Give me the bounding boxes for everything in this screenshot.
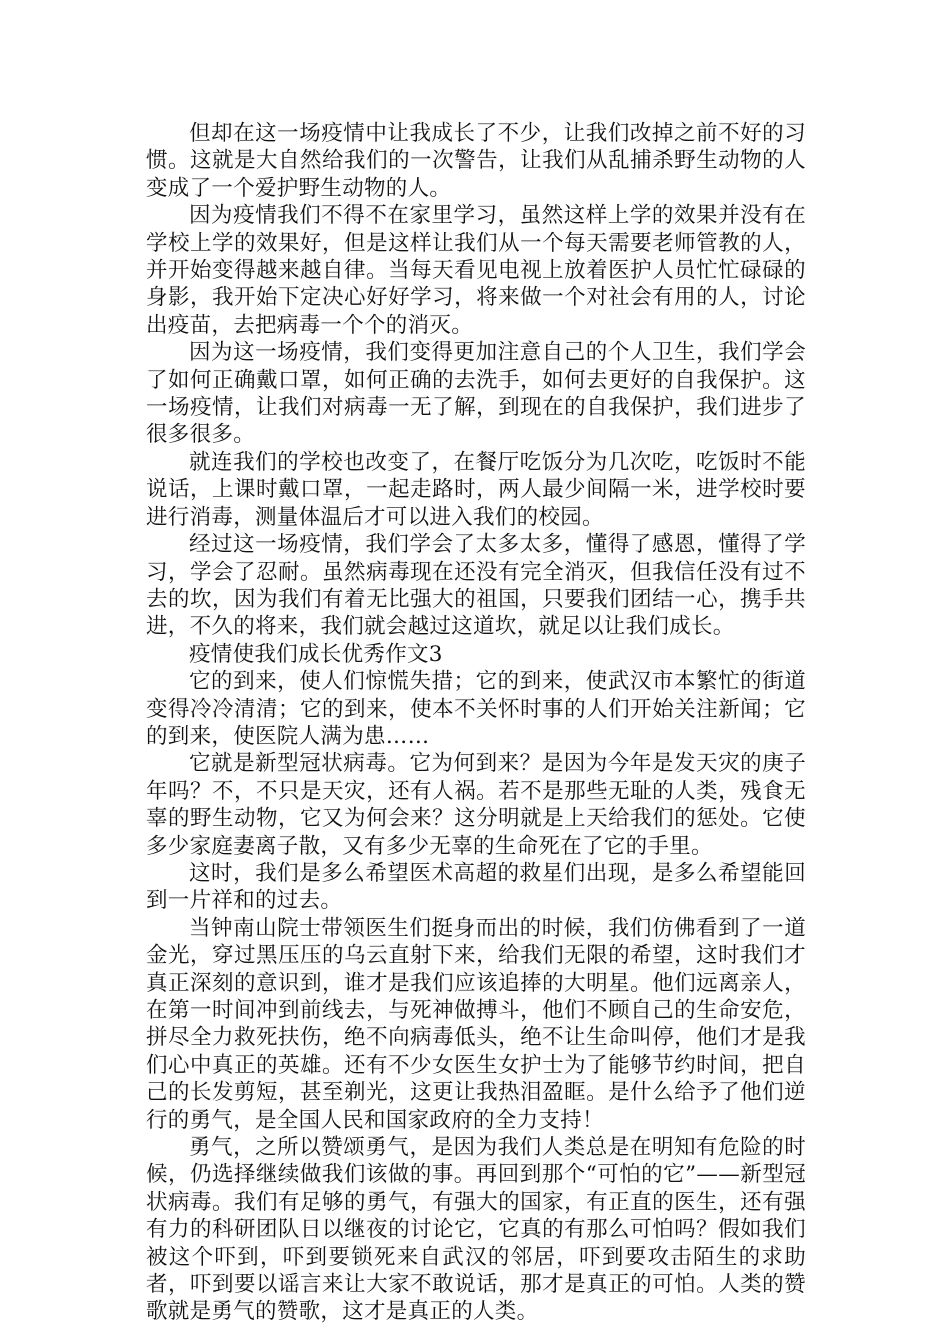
paragraph-home-study: 因为疫情我们不得不在家里学习，虽然这样上学的效果并没有在学校上学的效果好，但是这样让我们从一个每天需要老师管教的人，并开始变得越来越自律。当每天看见电视上放着医护人员忙忙碌碌的身影，我开始下定决心好好学习，将来做一个对社会有用的人，讨论出疫苗，去把病毒一个个的消灭。 bbox=[146, 203, 806, 338]
paragraph-growth: 但却在这一场疫情中让我成长了不少，让我们改掉之前不好的习惯。这就是大自然给我们的一次警告，让我们从乱捕杀野生动物的人变成了一个爱护野生动物的人。 bbox=[146, 121, 806, 201]
paragraph-school-changes: 就连我们的学校也改变了，在餐厅吃饭分为几次吃，吃饭时不能说话，上课时戴口罩，一起走路时，两人最少间隔一米，进学校时要进行消毒，测量体温后才可以进入我们的校园。 bbox=[146, 449, 806, 530]
paragraph-hygiene: 因为这一场疫情，我们变得更加注意自己的个人卫生，我们学会了如何正确戴口罩，如何正确的去洗手，如何去更好的自我保护。这一场疫情，让我们对病毒一无了解，到现在的自我保护，我们进步了很多很多。 bbox=[146, 340, 806, 448]
paragraph-hope: 这时，我们是多么希望医术高超的救星们出现，是多么希望能回到一片祥和的过去。 bbox=[146, 860, 806, 914]
paragraph-arrival: 它的到来，使人们惊慌失措；它的到来，使武汉市本繁忙的街道变得冷冷清清；它的到来，使本不关怀时事的人们开始关注新闻；它的到来，使医院人满为患…… bbox=[146, 669, 806, 749]
document-page bbox=[146, 120, 806, 1326]
paragraph-courage: 勇气，之所以赞颂勇气，是因为我们人类总是在明知有危险的时候，仍选择继续做我们该做的事。再回到那个“可怕的它”——新型冠状病毒。我们有足够的勇气，有强大的国家，有正直的医生，还有强有力的科研团队日以继夜的讨论它，它真的有那么可怕吗？假如我们被这个吓到，吓到要锁死来自武汉的邻居，吓到要攻击陌生的求助者，吓到要以谣言来让大家不敢说话，那才是真正的可怕。人类的赞歌就是勇气的赞歌，这才是真正的人类。 bbox=[146, 1135, 806, 1325]
paragraph-heroes: 当钟南山院士带领医生们挺身而出的时候，我们仿佛看到了一道金光，穿过黑压压的乌云直射下来，给我们无限的希望，这时我们才真正深刻的意识到，谁才是我们应该追捧的大明星。他们远离亲人，在第一时间冲到前线去，与死神做搏斗，他们不顾自己的生命安危，拼尽全力救死扶伤，绝不向病毒低头，绝不让生命叫停，他们才是我们心中真正的英雄。还有不少女医生女护士为了能够节约时间，把自己的长发剪短，甚至剃光，这更让我热泪盈眶。是什么给予了他们逆行的勇气，是全国人民和国家政府的全力支持！ bbox=[146, 915, 806, 1133]
paragraph-virus: 它就是新型冠状病毒。它为何到来？是因为今年是发天灾的庚子年吗？不，不只是天灾，还有人祸。若不是那些无耻的人类，残食无辜的野生动物，它又为何会来？这分明就是上天给我们的惩处。它使多少家庭妻离子散，又有多少无辜的生命死在了它的手里。 bbox=[146, 751, 806, 859]
section-title: 疫情使我们成长优秀作文3 bbox=[189, 641, 443, 667]
paragraph-lessons: 经过这一场疫情，我们学会了太多太多，懂得了感恩，懂得了学习，学会了忍耐。虽然病毒现在还没有完全消灭，但我信任没有过不去的坎，因为我们有着无比强大的祖国，只要我们团结一心，携手共进，不久的将来，我们就会越过这道坎，就足以让我们成长。 bbox=[146, 532, 806, 640]
